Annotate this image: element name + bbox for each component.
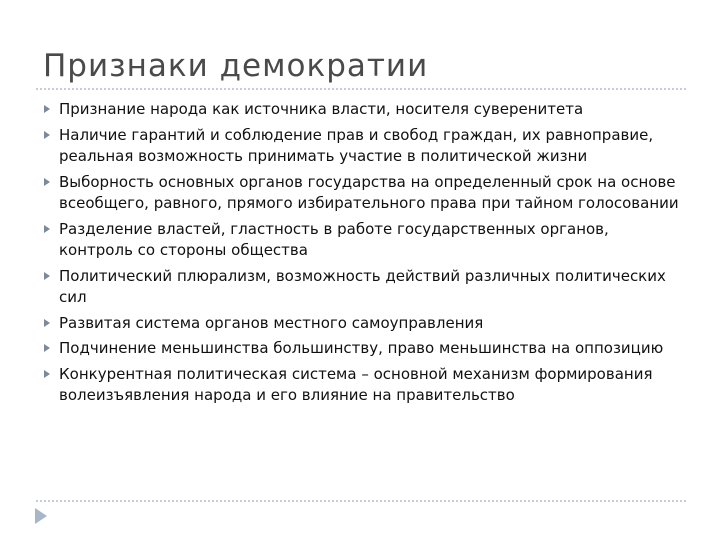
bullet-text: Разделение властей, гластность в работе государственных органов, контроль со стороны общества	[59, 219, 609, 259]
triangle-bullet-icon	[44, 225, 50, 233]
corner-arrow-icon	[35, 508, 47, 524]
bullet-text: Политический плюрализм, возможность действий различных политических сил	[59, 266, 666, 306]
triangle-bullet-icon	[44, 272, 50, 280]
list-item	[42, 125, 682, 168]
bullet-text: Конкурентная политическая система – основной механизм формирования волеизъявления народа и его влияние на правительство	[59, 364, 653, 404]
triangle-bullet-icon	[44, 105, 50, 113]
slide-title: Признаки демократии	[43, 48, 429, 84]
bullet-text: Развитая система органов местного самоуправления	[59, 313, 484, 332]
bullet-text: Подчинение меньшинства большинству, право меньшинства на оппозицию	[59, 339, 664, 357]
triangle-bullet-icon	[44, 344, 50, 352]
title-divider	[36, 88, 686, 90]
list-item	[42, 266, 682, 309]
bullet-text: Признание народа как источника власти, носителя суверенитета	[59, 100, 584, 118]
footer-divider	[36, 500, 686, 502]
bullet-list	[42, 99, 682, 411]
triangle-bullet-icon	[44, 178, 50, 186]
triangle-bullet-icon	[44, 370, 50, 378]
list-item	[42, 172, 682, 215]
triangle-bullet-icon	[44, 319, 50, 327]
list-item	[42, 364, 682, 407]
triangle-bullet-icon	[44, 131, 50, 139]
list-item	[42, 219, 682, 262]
bullet-text: Наличие гарантий и соблюдение прав и свобод граждан, их равноправие, реальная возможность принимать участие в политической жизни	[59, 125, 654, 165]
list-item	[42, 99, 682, 121]
list-item	[42, 338, 682, 360]
bullet-text: Выборность основных органов государства на определенный срок на основе всеобщего, равного, прямого избирательного права при тайном голосовании	[59, 172, 679, 212]
list-item	[42, 313, 682, 335]
